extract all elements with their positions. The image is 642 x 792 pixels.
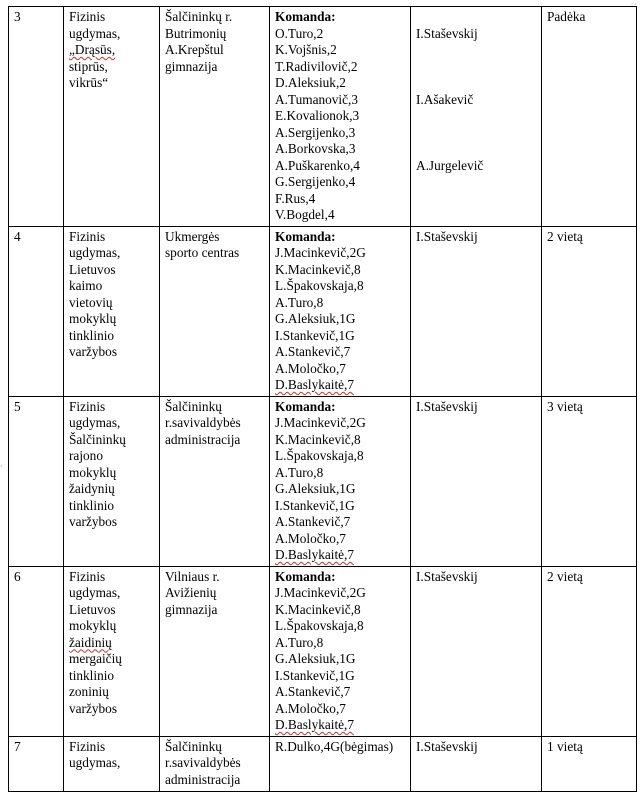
table-row bbox=[9, 226, 637, 396]
result-cell: 2 vietą bbox=[542, 226, 637, 396]
team-cell: R.Dulko,4G(bėgimas) bbox=[270, 736, 411, 791]
corner-marker: ·· bbox=[630, 0, 638, 9]
row-number: 6 bbox=[9, 566, 64, 736]
teachers-cell: I.Staševskij bbox=[411, 736, 542, 791]
team-cell: Komanda: J.Macinkevič,2G K.Macinkevič,8 L.Špakovskaja,8 A.Turo,8 G.Aleksiuk,1G I.Stankevič,1G A.Stankevič,7 A.Moločko,7 D.Baslykaitė,7 bbox=[270, 396, 411, 566]
header-label: Padėka bbox=[547, 9, 586, 24]
row-number: 3 bbox=[9, 7, 64, 227]
team-label: Komanda: bbox=[275, 568, 336, 584]
teachers-cell: I.Staševskij bbox=[411, 226, 542, 396]
subject-cell: Fizinis ugdymas, Lietuvos mokyklų žaidinių mergaičių tinklinio zoninių varžybos bbox=[64, 566, 160, 736]
team-cell: Komanda: J.Macinkevič,2G K.Macinkevič,8 L.Špakovskaja,8 A.Turo,8 G.Aleksiuk,1G I.Stankevič,1G A.Stankevič,7 A.Moločko,7 D.Baslykaitė,7 bbox=[270, 226, 411, 396]
location-cell: Šalčininkų r.savivaldybės administracija bbox=[160, 396, 270, 566]
location-cell: Šalčininkų r.savivaldybės administracija bbox=[160, 736, 270, 791]
row-number: 5 bbox=[9, 396, 64, 566]
teachers-cell: I.Staševskij bbox=[411, 396, 542, 566]
subject-cell: Fizinis ugdymas, Lietuvos kaimo vietovių mokyklų tinklinio varžybos bbox=[64, 226, 160, 396]
team-cell: Komanda: J.Macinkevič,2G K.Macinkevič,8 L.Špakovskaja,8 A.Turo,8 G.Aleksiuk,1G I.Stankevič,1G A.Stankevič,7 A.Moločko,7 D.Baslykaitė,7 bbox=[270, 566, 411, 736]
team-label: Komanda: bbox=[275, 9, 336, 24]
table-row bbox=[9, 396, 637, 566]
subject-cell: Fizinis ugdymas, „Drąsūs, stiprūs, vikrūs“ bbox=[64, 7, 160, 227]
team-label: Komanda: bbox=[275, 398, 336, 414]
team-cell: Komanda: O.Turo,2 K.Vojšnis,2 T.Radivilovič,2 D.Aleksiuk,2 A.Tumanovič,3 E.Kovalionok,3 A.Sergijenko,3 A.Borkovska,3 A.Puškarenko,4 G.Sergijenko,4 F.Rus,4 V.Bogdel,4 bbox=[270, 7, 411, 227]
result-cell bbox=[542, 7, 637, 227]
team-label: Komanda: bbox=[275, 228, 336, 244]
location-cell: Ukmergės sporto centras bbox=[160, 226, 270, 396]
teachers-cell: I.Staševskij I.Ašakevič A.Jurgelevič bbox=[411, 7, 542, 227]
margin-marker: · bbox=[0, 462, 3, 471]
achievements-table bbox=[8, 6, 637, 792]
location-cell: Šalčininkų r. Butrimonių A.Krepštul gimnazija bbox=[160, 7, 270, 227]
result-cell: 3 vietą bbox=[542, 396, 637, 566]
teachers-cell: I.Staševskij bbox=[411, 566, 542, 736]
table-row bbox=[9, 736, 637, 791]
subject-cell: Fizinis ugdymas, bbox=[64, 736, 160, 791]
table-row bbox=[9, 566, 637, 736]
table-row bbox=[9, 7, 637, 227]
row-number: 7 bbox=[9, 736, 64, 791]
result-cell: 2 vietą bbox=[542, 566, 637, 736]
subject-cell: Fizinis ugdymas, Šalčininkų rajono mokyklų žaidynių tinklinio varžybos bbox=[64, 396, 160, 566]
result-cell: 1 vietą bbox=[542, 736, 637, 791]
row-number: 4 bbox=[9, 226, 64, 396]
location-cell: Vilniaus r. Avižienių gimnazija bbox=[160, 566, 270, 736]
